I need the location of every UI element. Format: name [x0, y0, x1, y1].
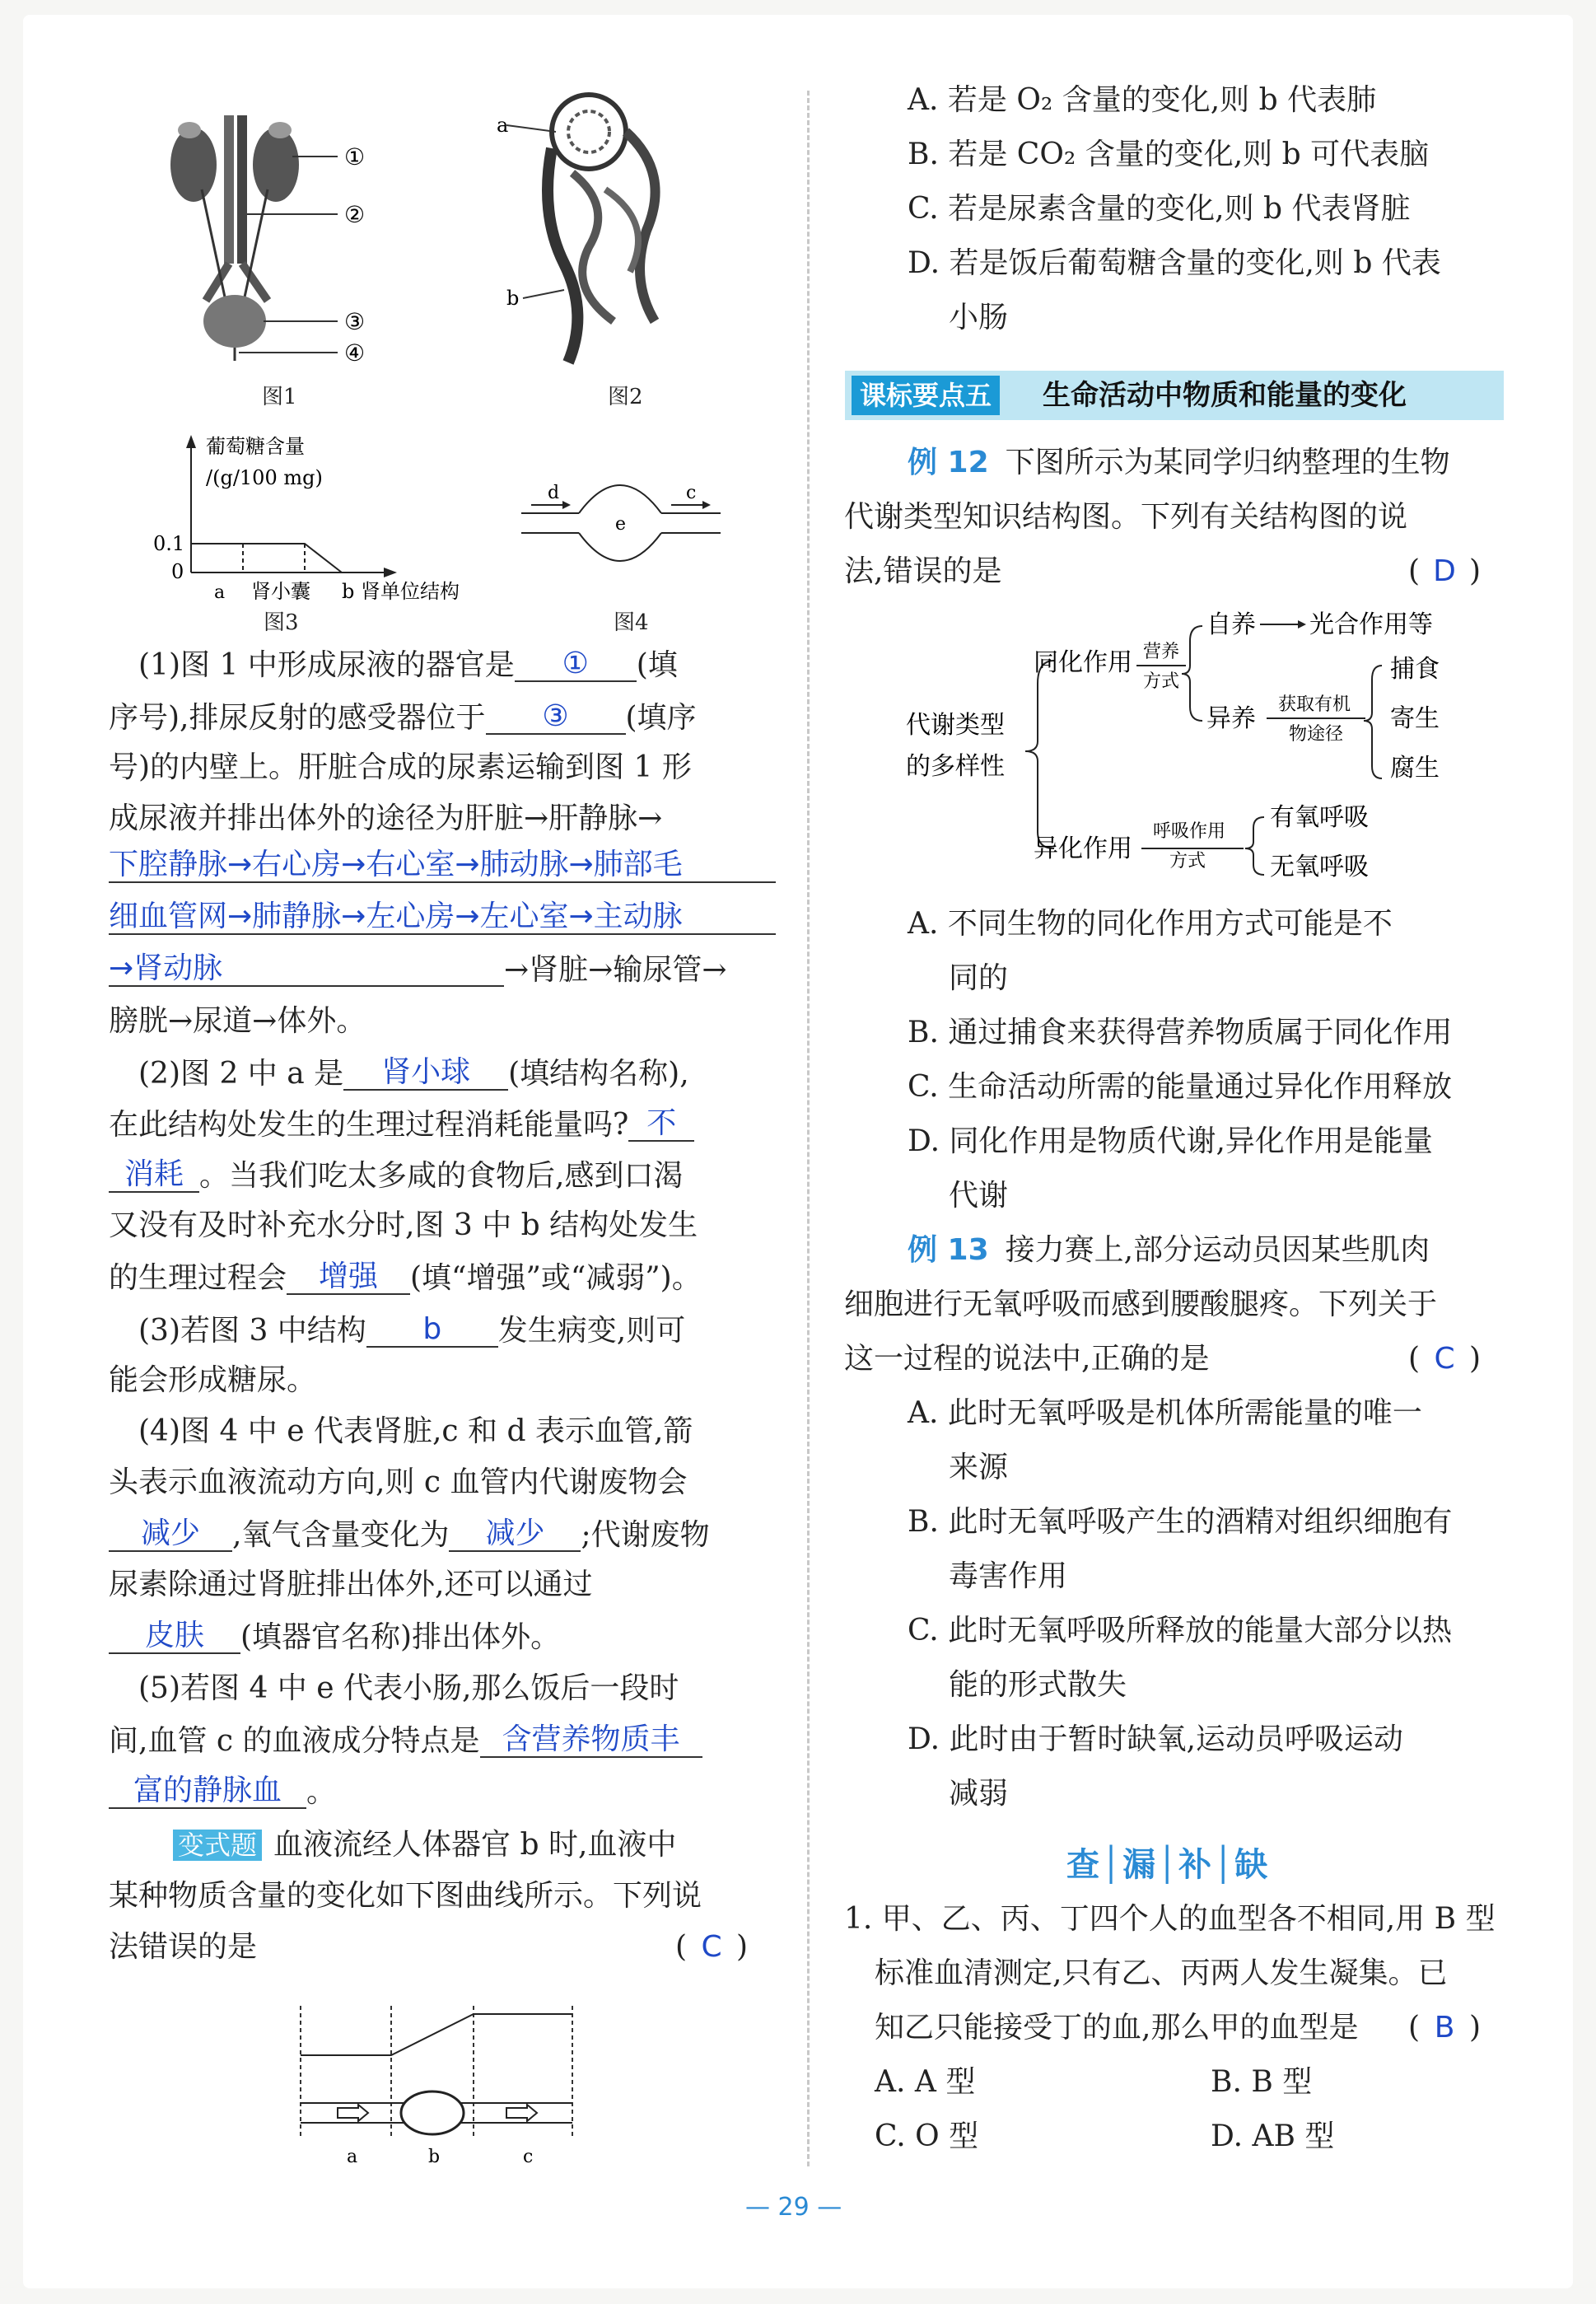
- variant-answer: C: [701, 1930, 722, 1964]
- q3-answer: b: [366, 1313, 498, 1348]
- page-number: — 29 —: [745, 2193, 842, 2222]
- q1-line-5: →肾动脉 →肾脏→输尿管→: [109, 951, 727, 987]
- fig2-label-a: a: [497, 114, 509, 137]
- figure-1-urinary-system: [156, 99, 404, 371]
- q2-line-3: 消耗 。当我们吃太多咸的食物后,感到口渴: [109, 1158, 683, 1193]
- section-title: 生命活动中物质和能量的变化: [1043, 379, 1407, 412]
- ex12-option-c: C. 生命活动所需的能量通过异化作用释放: [908, 1070, 1453, 1104]
- diagram-auto: 自养: [1206, 610, 1256, 639]
- ex13-label: 例 13: [908, 1233, 989, 1267]
- ex13-answer: C: [1434, 1342, 1455, 1376]
- ex12-answer: D: [1433, 554, 1456, 588]
- q1-answer-path-2: 细血管网→肺静脉→左心房→左心室→主动脉: [109, 900, 776, 935]
- ex12-option-d: D. 同化作用是物质代谢,异化作用是能量: [908, 1124, 1433, 1158]
- diagram-prey: 捕食: [1390, 655, 1440, 684]
- variant-option-b: B. 若是 CO₂ 含量的变化,则 b 可代表脑: [908, 138, 1430, 171]
- ex13-option-c: C. 此时无氧呼吸所释放的能量大部分以热: [908, 1614, 1453, 1647]
- q2-line-1: (2)图 2 中 a 是 肾小球 (填结构名称),: [138, 1055, 689, 1091]
- ex13-line-1: 例 13 接力赛上,部分运动员因某些肌肉: [908, 1233, 1430, 1267]
- q1-line-2: 序号),排尿反射的感受器位于 ③ (填序: [109, 699, 697, 735]
- q1-line-3: 号)的内壁上。肝脏合成的尿素运输到图 1 形: [109, 750, 692, 784]
- q2-answer-2a: 不: [628, 1107, 694, 1142]
- review-q1-line-1: 1. 甲、乙、丙、丁四个人的血型各不相同,用 B 型: [844, 1902, 1496, 1936]
- q4-line-1: (4)图 4 中 e 代表肾脏,c 和 d 表示血管,箭: [138, 1414, 693, 1448]
- fig2-label-b: b: [506, 287, 520, 310]
- fig3-xa: a: [214, 582, 226, 603]
- fig3-caption: 图3: [264, 610, 299, 635]
- diagram-resp-1: 呼吸作用: [1153, 821, 1226, 842]
- q4-answer-1: 减少: [109, 1517, 232, 1552]
- diagram-root-2: 的多样性: [906, 752, 1005, 781]
- diagram-hetero: 异养: [1206, 704, 1256, 733]
- variant-x-a: a: [347, 2147, 358, 2167]
- fig3-xmid: 肾小囊: [251, 580, 310, 603]
- q3-line-1: (3)若图 3 中结构 b 发生病变,则可: [138, 1312, 686, 1348]
- variant-x-c: c: [523, 2147, 534, 2167]
- variant-line-1: 变式题 血液流经人体器官 b 时,血液中: [173, 1829, 676, 1862]
- variant-x-b: b: [428, 2147, 441, 2167]
- q1-answer-path-3: →肾动脉: [109, 952, 504, 987]
- ex12-option-b: B. 通过捕食来获得营养物质属于同化作用: [908, 1016, 1453, 1049]
- variant-line-3: 法错误的是: [109, 1930, 258, 1964]
- q5-line-3: 富的静脉血 。: [109, 1774, 336, 1809]
- review-q1-option-b: B. B 型: [1211, 2065, 1313, 2099]
- q1-answer-path-1: 下腔静脉→右心房→右心室→肺动脉→肺部毛: [109, 848, 776, 883]
- q2-line-4: 又没有及时补充水分时,图 3 中 b 结构处发生: [109, 1208, 698, 1242]
- fig3-ylabel: 葡萄糖含量: [206, 435, 305, 458]
- ex13-answer-bracket: ( C ): [1408, 1342, 1482, 1376]
- fig1-label-4: ④: [344, 339, 366, 367]
- ex12-line-3: 法,错误的是: [844, 554, 1002, 588]
- ex13-option-b: B. 此时无氧呼吸产生的酒精对组织细胞有: [908, 1505, 1453, 1539]
- diagram-anaer: 无氧呼吸: [1270, 853, 1369, 881]
- q2-answer-3: 增强: [287, 1260, 410, 1295]
- diagram-assim: 同化作用: [1034, 648, 1132, 677]
- q5-answer-1: 含营养物质丰: [480, 1723, 702, 1758]
- fig3-xb: b 肾单位结构: [342, 580, 460, 603]
- q2-line-5: 的生理过程会 增强 (填“增强”或“减弱”)。: [109, 1259, 702, 1295]
- q4-answer-2: 减少: [449, 1517, 581, 1552]
- q1-answer-1: ①: [515, 647, 637, 682]
- diagram-sapro: 腐生: [1390, 754, 1440, 783]
- ex13-option-d: D. 此时由于暂时缺氧,运动员呼吸运动: [908, 1722, 1403, 1756]
- column-divider: [807, 91, 810, 2166]
- q5-answer-2: 富的静脉血: [109, 1774, 306, 1809]
- section-header: [845, 371, 1504, 420]
- variant-option-c: C. 若是尿素含量的变化,则 b 代表肾脏: [908, 192, 1411, 226]
- diagram-resp-2: 方式: [1169, 851, 1206, 872]
- fig1-label-2: ②: [344, 201, 366, 228]
- q4-line-2: 头表示血液流动方向,则 c 血管内代谢废物会: [109, 1465, 688, 1499]
- ex13-line-3: 这一过程的说法中,正确的是: [844, 1342, 1210, 1376]
- variant-curve-figure: [292, 1998, 581, 2171]
- ex12-label: 例 12: [908, 446, 989, 479]
- fig3-origin: 0: [171, 560, 184, 583]
- review-q1-line-3: 知乙只能接受丁的血,那么甲的血型是: [875, 2011, 1359, 2045]
- q1-answer-2: ③: [486, 700, 626, 735]
- diagram-dissim: 异化作用: [1034, 834, 1132, 863]
- fig2-caption: 图2: [608, 385, 643, 409]
- ex12-answer-bracket: ( D ): [1408, 554, 1482, 588]
- diagram-nutr-1: 营养: [1143, 642, 1180, 662]
- metabolism-diagram: [898, 601, 1524, 881]
- diagram-get-1: 获取有机: [1278, 694, 1351, 715]
- review-q1-answer-bracket: ( B ): [1408, 2011, 1482, 2045]
- q2-answer-1: 肾小球: [343, 1056, 508, 1091]
- ex13-option-a: A. 此时无氧呼吸是机体所需能量的唯一: [908, 1396, 1422, 1430]
- review-q1-answer: B: [1434, 2011, 1455, 2045]
- q5-line-2: 间,血管 c 的血液成分特点是 含营养物质丰: [109, 1723, 702, 1758]
- fig4-caption: 图4: [614, 610, 649, 635]
- diagram-aer: 有氧呼吸: [1270, 803, 1369, 832]
- variant-option-d: D. 若是饭后葡萄糖含量的变化,则 b 代表: [908, 246, 1441, 280]
- review-section-title: 查│漏│补│缺: [1066, 1846, 1270, 1884]
- q5-line-1: (5)若图 4 中 e 代表小肠,那么饭后一段时: [138, 1671, 679, 1705]
- fig3-ytick: 0.1: [153, 532, 185, 555]
- variant-option-a: A. 若是 O₂ 含量的变化,则 b 代表肺: [908, 83, 1377, 117]
- variant-option-d-cont: 小肠: [949, 301, 1009, 334]
- q1-line-1: (1)图 1 中形成尿液的器官是 ① (填: [138, 647, 678, 682]
- review-q1-option-d: D. AB 型: [1211, 2119, 1335, 2153]
- variant-tag: 变式题: [173, 1830, 262, 1861]
- figure-2-nephron: [490, 74, 704, 379]
- ex13-option-d-cont: 减弱: [949, 1777, 1009, 1811]
- fig1-label-1: ①: [344, 143, 366, 171]
- q2-answer-2b: 消耗: [109, 1158, 199, 1193]
- q2-line-2: 在此结构处发生的生理过程消耗能量吗? 不: [109, 1107, 694, 1142]
- ex12-line-2: 代谢类型知识结构图。下列有关结构图的说: [844, 500, 1408, 534]
- section-tag: 课标要点五: [852, 376, 1000, 415]
- q4-line-5: 皮肤 (填器官名称)排出体外。: [109, 1619, 560, 1654]
- diagram-para: 寄生: [1390, 704, 1440, 733]
- q3-line-2: 能会形成糖尿。: [109, 1363, 317, 1397]
- q1-line-4: 成尿液并排出体外的途径为肝脏→肝静脉→: [109, 801, 663, 835]
- diagram-get-2: 物途径: [1289, 724, 1344, 745]
- q4-line-3: 减少 ,氧气含量变化为 减少 ;代谢废物: [109, 1517, 710, 1552]
- q1-line-6: 膀胱→尿道→体外。: [109, 1004, 366, 1038]
- fig1-label-3: ③: [344, 308, 366, 335]
- review-q1-line-2: 标准血清测定,只有乙、丙两人发生凝集。已: [875, 1956, 1448, 1990]
- ex13-option-a-cont: 来源: [949, 1451, 1009, 1484]
- fig4-label-c: c: [686, 483, 697, 503]
- figure-4-organ-vessels: [515, 474, 729, 589]
- fig4-label-e: e: [615, 514, 627, 535]
- diagram-photo: 光合作用等: [1309, 610, 1433, 639]
- ex12-option-d-cont: 代谢: [949, 1179, 1009, 1213]
- fig4-label-d: d: [548, 483, 560, 503]
- diagram-root-1: 代谢类型: [906, 711, 1005, 740]
- q4-line-4: 尿素除通过肾脏排出体外,还可以通过: [109, 1568, 593, 1601]
- diagram-nutr-2: 方式: [1143, 671, 1180, 692]
- ex12-option-a-cont: 同的: [949, 961, 1009, 995]
- fig1-caption: 图1: [262, 385, 297, 409]
- variant-answer-bracket: ( C ): [675, 1930, 749, 1964]
- ex13-line-2: 细胞进行无氧呼吸而感到腰酸腿疼。下列关于: [844, 1288, 1438, 1321]
- ex13-option-b-cont: 毒害作用: [949, 1559, 1068, 1593]
- review-q1-option-a: A. A 型: [875, 2065, 976, 2099]
- review-q1-option-c: C. O 型: [875, 2119, 979, 2153]
- variant-line-2: 某种物质含量的变化如下图曲线所示。下列说: [109, 1879, 702, 1913]
- ex12-option-a: A. 不同生物的同化作用方式可能是不: [908, 907, 1393, 941]
- ex12-line-1: 例 12 下图所示为某同学归纳整理的生物: [908, 446, 1450, 479]
- figure-3-glucose-chart: [140, 428, 527, 618]
- ex13-option-c-cont: 能的形式散失: [949, 1668, 1127, 1702]
- q4-answer-3: 皮肤: [109, 1619, 240, 1654]
- fig3-yunit: /(g/100 mg): [206, 466, 323, 489]
